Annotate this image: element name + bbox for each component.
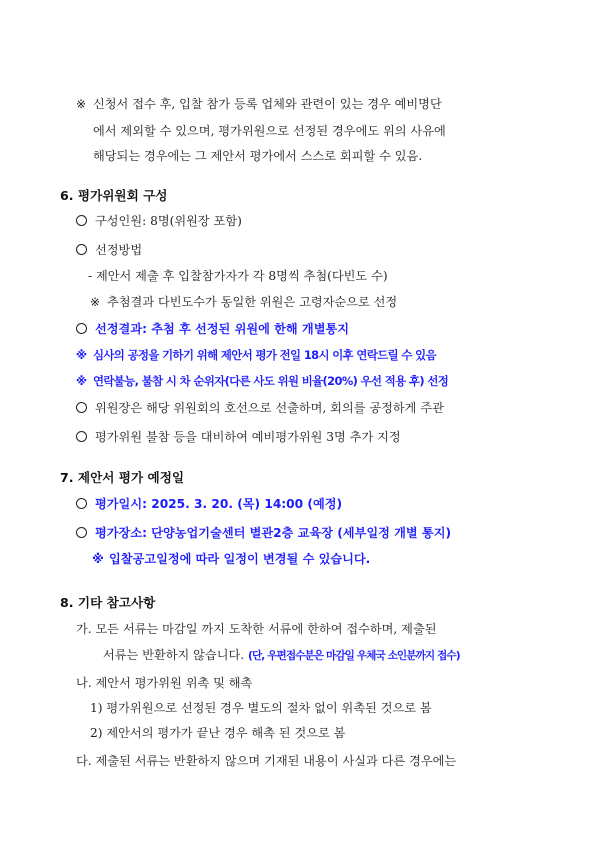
s6-item-chair: 위원장은 해당 위원회의 호선으로 선출하며, 회의를 공정하게 주관 (76, 400, 444, 416)
notice-line-1: ※ 신청서 접수 후, 입찰 참가 등록 업체와 관련이 있는 경우 예비명단 (76, 97, 442, 111)
s7-item-venue: 평가장소: 단양농업기술센터 별관2층 교육장 (세부일정 개별 통지) (76, 525, 451, 541)
reference-mark-icon: ※ (90, 295, 101, 309)
hollow-circle-icon (76, 431, 87, 442)
hollow-circle-icon (76, 215, 87, 226)
notice-line-2: 에서 제외할 수 있으며, 평가위원으로 선정된 경우에도 위의 사유에 (93, 124, 446, 138)
s7-item-datetime: 평가일시: 2025. 3. 20. (목) 14:00 (예정) (76, 496, 342, 512)
reference-mark-icon: ※ (92, 552, 104, 566)
s8-item-ga-line-1: 가. 모든 서류는 마감일 까지 도착한 서류에 한하여 접수하며, 제출된 (76, 622, 437, 636)
postal-exception-note: (단, 우편접수분은 마감일 우체국 소인분까지 접수) (248, 650, 460, 662)
s8-item-na: 나. 제안서 평가위원 위촉 및 해촉 (76, 676, 253, 690)
hollow-circle-icon (76, 527, 87, 538)
hollow-circle-icon (76, 498, 87, 509)
s6-item-members: 구성인원: 8명(위원장 포함) (76, 213, 242, 229)
section-6-heading: 6. 평가위원회 구성 (60, 188, 168, 203)
item-marker: 다. (76, 754, 92, 768)
item-marker: 가. (76, 622, 92, 636)
hollow-circle-icon (76, 402, 87, 413)
s8-item-ga-line-2: 서류는 반환하지 않습니다. (단, 우편접수분은 마감일 우체국 소인분까지 접수) (103, 648, 460, 662)
s8-item-da: 다. 제출된 서류는 반환하지 않으며 기재된 내용이 사실과 다른 경우에는 (76, 754, 457, 768)
s6-item-reserve: 평가위원 불참 등을 대비하여 예비평가위원 3명 추가 지정 (76, 429, 401, 445)
s6-note-contact: ※ 심사의 공정을 기하기 위해 제안서 평가 전일 18시 이후 연락드릴 수 있음 (76, 348, 436, 362)
s6-method-sub-1: - 제안서 제출 후 입찰참가자가 각 8명씩 추첨(다빈도 수) (88, 269, 388, 283)
reference-mark-icon: ※ (76, 374, 87, 388)
s6-note-absence: ※ 연락불능, 불참 시 차 순위자(다른 사도 위원 비율(20%) 우선 적용 후) 선정 (76, 374, 449, 388)
hollow-circle-icon (76, 323, 87, 334)
s8-na-sub-1: 1) 평가위원으로 선정된 경우 별도의 절차 없이 위촉된 것으로 봄 (90, 701, 432, 715)
item-marker: 나. (76, 676, 92, 690)
s6-item-result: 선정결과: 추첨 후 선정된 위원에 한해 개별통지 (76, 321, 349, 337)
section-8-heading: 8. 기타 참고사항 (60, 595, 156, 610)
section-7-heading: 7. 제안서 평가 예정일 (60, 470, 185, 485)
reference-mark-icon: ※ (76, 97, 87, 111)
s8-na-sub-2: 2) 제안서의 평가가 끝난 경우 해촉 된 것으로 봄 (90, 726, 346, 740)
s7-note-schedule: ※ 입찰공고일정에 따라 일정이 변경될 수 있습니다. (92, 552, 371, 566)
s6-method-sub-2: ※ 추첨결과 다빈도수가 동일한 위원은 고령자순으로 선정 (90, 295, 398, 309)
reference-mark-icon: ※ (76, 348, 87, 362)
hollow-circle-icon (76, 244, 87, 255)
notice-line-3: 해당되는 경우에는 그 제안서 평가에서 스스로 회피할 수 있음. (93, 149, 423, 163)
s6-item-method: 선정방법 (76, 242, 142, 258)
